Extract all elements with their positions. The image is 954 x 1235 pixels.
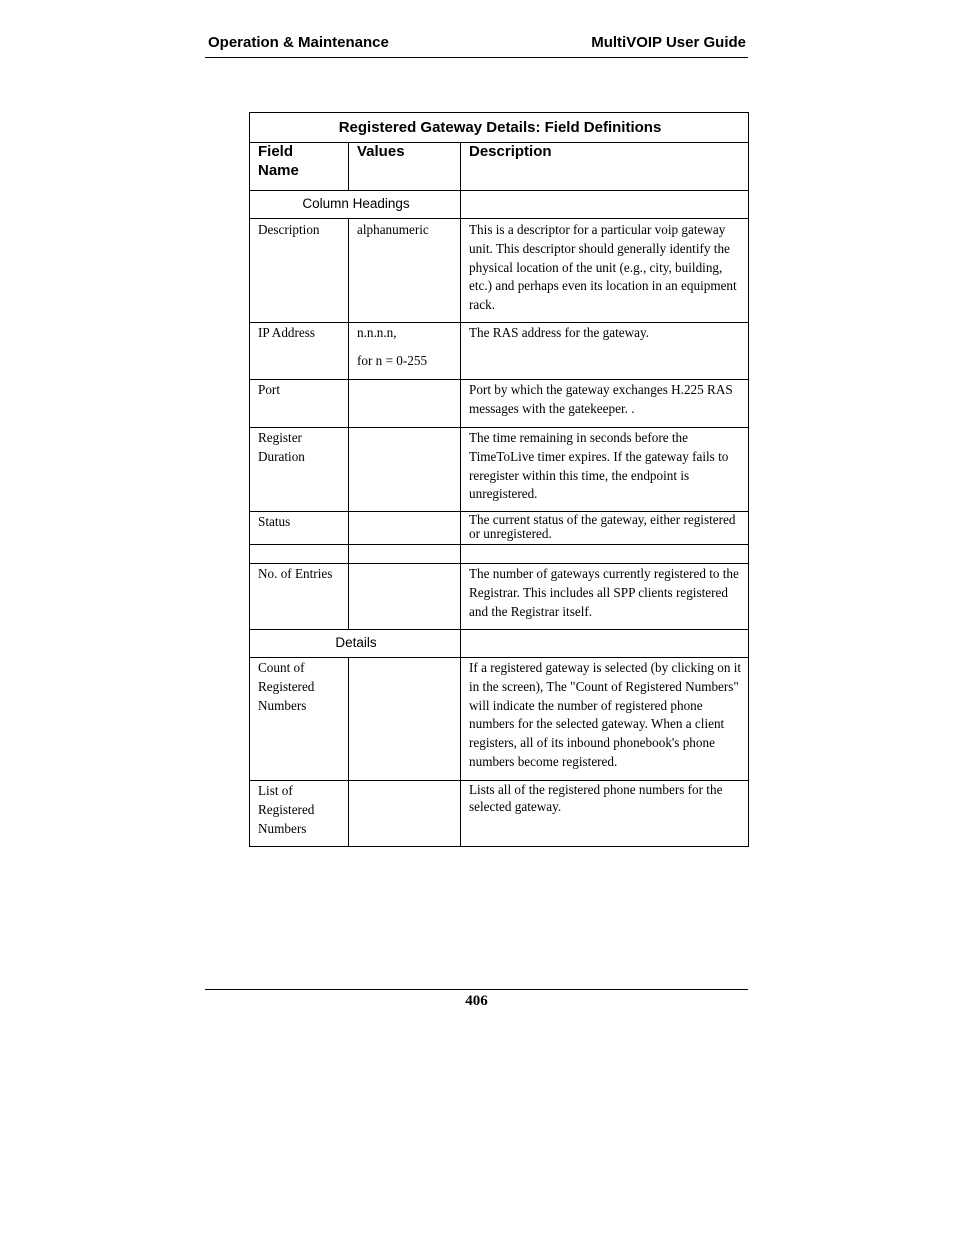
page-header bbox=[205, 33, 748, 58]
column-header-field-name: Field Name bbox=[250, 143, 349, 191]
section-label-details: Details bbox=[250, 630, 461, 658]
table-title-row bbox=[250, 113, 749, 143]
values-cell bbox=[349, 564, 461, 630]
section-row-details bbox=[250, 630, 749, 658]
values-cell bbox=[349, 781, 461, 847]
values-cell bbox=[349, 380, 461, 428]
field-name-cell: Port bbox=[250, 380, 349, 428]
description-cell: This is a descriptor for a particular voip gateway unit. This descriptor should generally identify the physical location of the unit (e.g., city, building, etc.) and perhaps even its location in an equipment rack. bbox=[461, 219, 749, 323]
table-title: Registered Gateway Details: Field Definitions bbox=[250, 113, 749, 143]
table-row bbox=[250, 219, 749, 323]
field-name-cell: Status bbox=[250, 512, 349, 545]
table-row bbox=[250, 781, 749, 847]
column-header-description: Description bbox=[461, 143, 749, 191]
table-row bbox=[250, 380, 749, 428]
field-name-cell: IP Address bbox=[250, 323, 349, 380]
section-empty-cell bbox=[461, 630, 749, 658]
empty-cell bbox=[461, 545, 749, 564]
values-cell: alphanumeric bbox=[349, 219, 461, 323]
table-row bbox=[250, 512, 749, 545]
table-row bbox=[250, 428, 749, 512]
field-name-cell: List of Registered Numbers bbox=[250, 781, 349, 847]
description-cell: The number of gateways currently registered to the Registrar. This includes all SPP clients registered and the Registrar itself. bbox=[461, 564, 749, 630]
field-definitions-table bbox=[249, 112, 749, 847]
values-cell bbox=[349, 428, 461, 512]
section-label-column-headings: Column Headings bbox=[250, 191, 461, 219]
header-document-title: MultiVOIP User Guide bbox=[591, 34, 746, 51]
column-header-values: Values bbox=[349, 143, 461, 191]
description-cell: The time remaining in seconds before the TimeToLive timer expires. If the gateway fails to reregister within this time, the endpoint is unregistered. bbox=[461, 428, 749, 512]
table-row bbox=[250, 658, 749, 781]
values-cell bbox=[349, 512, 461, 545]
empty-cell bbox=[349, 545, 461, 564]
table-header-row bbox=[250, 143, 749, 191]
field-name-cell: No. of Entries bbox=[250, 564, 349, 630]
empty-row bbox=[250, 545, 749, 564]
description-cell: Port by which the gateway exchanges H.225 RAS messages with the gatekeeper. . bbox=[461, 380, 749, 428]
header-section-title: Operation & Maintenance bbox=[208, 34, 389, 51]
values-cell bbox=[349, 658, 461, 781]
table-row bbox=[250, 564, 749, 630]
field-name-cell: Count of Registered Numbers bbox=[250, 658, 349, 781]
description-cell: Lists all of the registered phone numbers for the selected gateway. bbox=[461, 781, 749, 847]
description-cell: The RAS address for the gateway. bbox=[461, 323, 749, 380]
description-cell: If a registered gateway is selected (by clicking on it in the screen), The "Count of Registered Numbers" will indicate the number of registered phone numbers for the selected gateway. When a client registers, all of its inbound phonebook's phone numbers become registered. bbox=[461, 658, 749, 781]
field-name-cell: Register Duration bbox=[250, 428, 349, 512]
empty-cell bbox=[250, 545, 349, 564]
page-number: 406 bbox=[465, 993, 488, 1009]
section-row-column-headings bbox=[250, 191, 749, 219]
section-empty-cell bbox=[461, 191, 749, 219]
description-cell: The current status of the gateway, either registered or unregistered. bbox=[461, 512, 749, 545]
values-cell: n.n.n.n, for n = 0-255 bbox=[349, 323, 461, 380]
field-name-cell: Description bbox=[250, 219, 349, 323]
table-row bbox=[250, 323, 749, 380]
page-footer bbox=[205, 989, 748, 1010]
